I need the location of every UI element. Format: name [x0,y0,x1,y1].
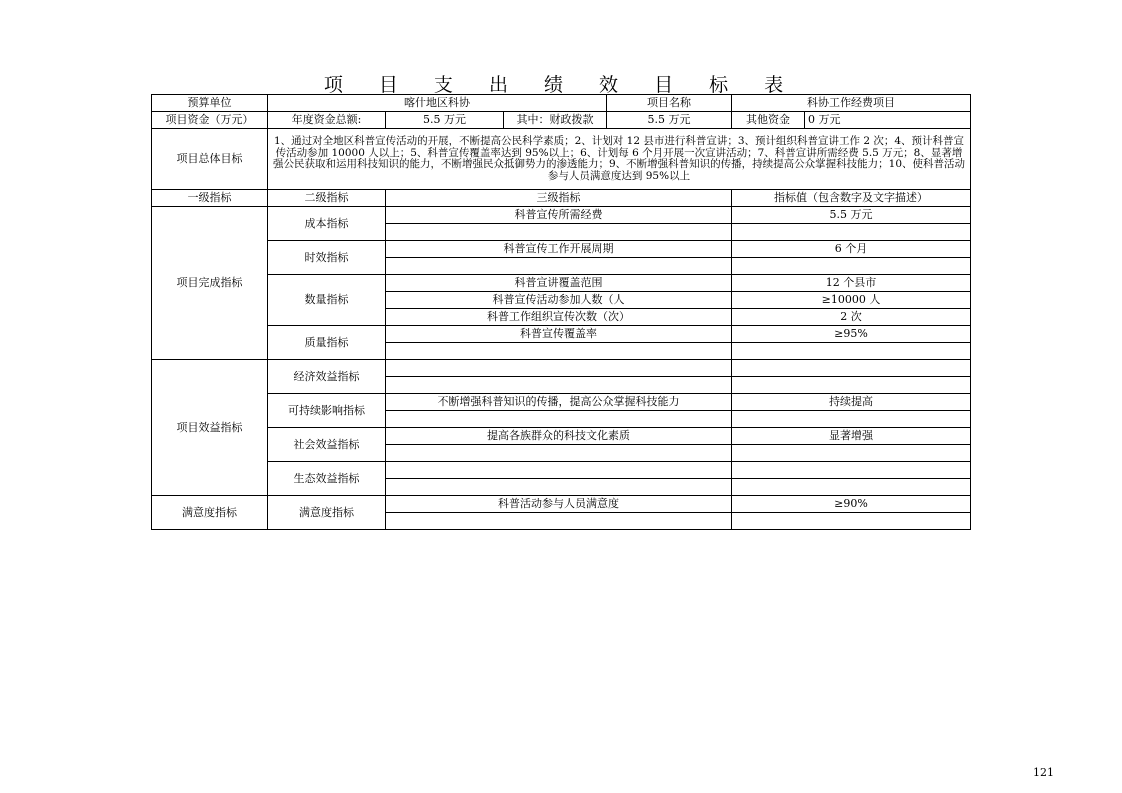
level2-quantity: 数量指标 [268,275,386,326]
indicator-value: ≥95% [732,326,971,343]
overall-goal-label: 项目总体目标 [152,129,268,190]
annual-total-value: 5.5 万元 [386,112,504,129]
indicator-name: 科普宣传覆盖率 [386,326,732,343]
table-row [152,394,971,411]
indicator-name: 不断增强科普知识的传播，提高公众掌握科技能力 [386,394,732,411]
indicator-name: 提高各族群众的科技文化素质 [386,428,732,445]
indicator-name: 科普活动参与人员满意度 [386,496,732,513]
indicator-value: 6 个月 [732,241,971,258]
column-header-level2: 二级指标 [268,190,386,207]
level2-cost: 成本指标 [268,207,386,241]
other-funds-value: 0 万元 [805,112,971,129]
indicator-value: ≥10000 人 [732,292,971,309]
indicator-name: 科普宣传活动参加人数（人 [386,292,732,309]
indicator-name: 科普工作组织宣传次数（次） [386,309,732,326]
level2-ecological: 生态效益指标 [268,462,386,496]
level2-timeliness: 时效指标 [268,241,386,275]
indicator-value: ≥90% [732,496,971,513]
indicator-value: 持续提高 [732,394,971,411]
level2-economic: 经济效益指标 [268,360,386,394]
table-row [152,462,971,479]
other-funds-label: 其他资金 [732,112,805,129]
annual-total-label: 年度资金总额: [268,112,386,129]
table-row [152,95,971,112]
group-benefit: 项目效益指标 [152,360,268,496]
indicator-value: 5.5 万元 [732,207,971,224]
indicator-value: 2 次 [732,309,971,326]
table-row [152,241,971,258]
level2-social: 社会效益指标 [268,428,386,462]
performance-table [151,94,971,530]
table-row [152,326,971,343]
group-satisfaction: 满意度指标 [152,496,268,530]
project-name-label: 项目名称 [607,95,732,112]
column-header-level1: 一级指标 [152,190,268,207]
group-completion: 项目完成指标 [152,207,268,360]
table-row [152,129,971,190]
indicator-name: 科普宣讲覆盖范围 [386,275,732,292]
level2-satisfaction: 满意度指标 [268,496,386,530]
table-row [152,190,971,207]
table-row [152,428,971,445]
table-row [152,360,971,377]
funds-label: 项目资金（万元） [152,112,268,129]
table-row [152,275,971,292]
fiscal-value: 5.5 万元 [607,112,732,129]
overall-goal-text: 1、通过对全地区科普宣传活动的开展，不断提高公民科学素质；2、计划对 12 县市进行科普宣讲；3、预计组织科普宣讲工作 2 次；4、预计科普宣传活动参加 10000 人以上；5、科普宣传覆盖率达到 95%以上；6、计划每 6 个月开展一次宣讲活动；7、科普宣讲所需经费 5.5 万元；8、显著增强公民获取和运用科技知识的能力，不断增强民众抵御势力的渗透能力；9、不断增强科普知识的传播，持续提高公众掌握科技能力；10、使科普活动参与人员满意度达到 95%以上 [268,129,971,190]
indicator-name: 科普宣传所需经费 [386,207,732,224]
page-title: 项 目 支 出 绩 效 目 标 表 [323,74,799,96]
fiscal-label: 其中：财政拨款 [504,112,607,129]
column-header-value: 指标值（包含数字及文字描述） [732,190,971,207]
budget-unit-label: 预算单位 [152,95,268,112]
indicator-name: 科普宣传工作开展周期 [386,241,732,258]
project-name-value: 科协工作经费项目 [732,95,971,112]
column-header-level3: 三级指标 [386,190,732,207]
budget-unit-value: 喀什地区科协 [268,95,607,112]
indicator-value: 12 个县市 [732,275,971,292]
level2-sustainable: 可持续影响指标 [268,394,386,428]
table-row [152,496,971,513]
indicator-value: 显著增强 [732,428,971,445]
level2-quality: 质量指标 [268,326,386,360]
table-row [152,207,971,224]
table-row [152,112,971,129]
page-number: 121 [1033,766,1054,779]
